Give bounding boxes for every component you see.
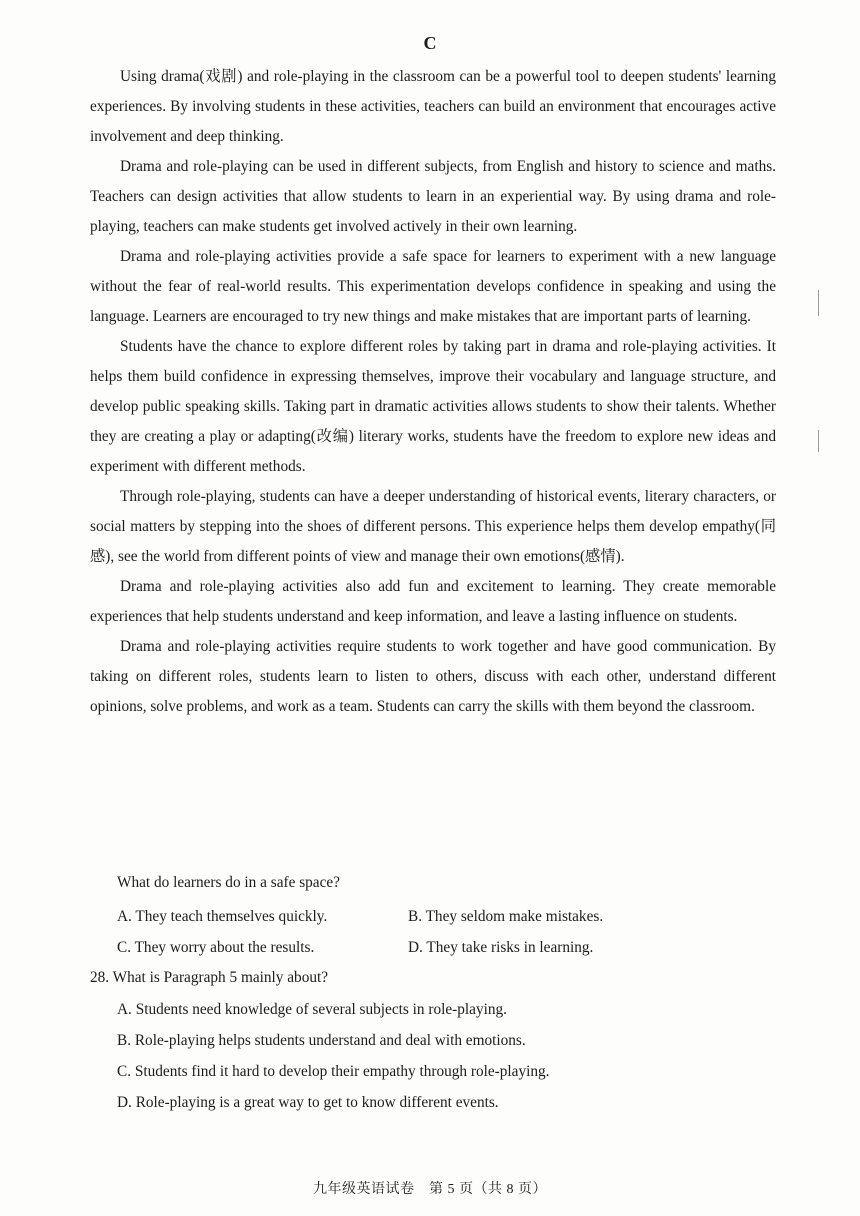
passage-paragraph-6: Drama and role-playing activities also add fun and excitement to learning. They create memorable experiences that help students understand and keep information, and leave a lasting influence on students. (90, 578, 776, 625)
question-27-stem: What do learners do in a safe space? (117, 874, 340, 891)
question-27-option-a[interactable]: A. They teach themselves quickly. (117, 908, 328, 925)
question-27-option-d[interactable]: D. They take risks in learning. (408, 939, 594, 956)
question-28-option-a[interactable]: A. Students need knowledge of several subjects in role-playing. (117, 1001, 507, 1018)
section-letter: C (423, 33, 437, 53)
question-28-option-b[interactable]: B. Role-playing helps students understand and deal with emotions. (117, 1032, 526, 1049)
question-28-option-c[interactable]: C. Students find it hard to develop their empathy through role-playing. (117, 1063, 550, 1080)
passage-paragraph-2: Drama and role-playing can be used in different subjects, from English and history to science and maths. Teachers can design activities that allow students to learn in an experiential way. By using drama and role-playing, teachers can make students get involved actively in their own learning. (90, 158, 776, 235)
page-footer: 九年级英语试卷 第 5 页（共 8 页） (313, 1182, 547, 1197)
reading-passage (90, 62, 776, 722)
passage-paragraph-5: Through role-playing, students can have a deeper understanding of historical events, literary characters, or social matters by stepping into the shoes of different persons. This experience helps them develop empathy(同感), see the world from different points of view and manage their own emotions(感情). (90, 488, 776, 565)
scan-margin-mark (818, 290, 819, 316)
question-27-option-c[interactable]: C. They worry about the results. (117, 939, 315, 956)
passage-paragraph-4: Students have the chance to explore different roles by taking part in drama and role-playing activities. It helps them build confidence in expressing themselves, improve their vocabulary and language structure, and develop public speaking skills. Taking part in dramatic activities allows students to show their talents. Whether they are creating a play or adapting(改编) literary works, students have the freedom to explore new ideas and experiment with different methods. (90, 338, 776, 475)
question-27-option-b[interactable]: B. They seldom make mistakes. (408, 908, 604, 925)
question-28-option-d[interactable]: D. Role-playing is a great way to get to know different events. (117, 1094, 499, 1111)
scan-margin-mark (818, 430, 819, 452)
passage-paragraph-1: Using drama(戏剧) and role-playing in the classroom can be a powerful tool to deepen students' learning experiences. By involving students in these activities, teachers can build an environment that encourages active involvement and deep thinking. (90, 68, 776, 145)
passage-paragraph-3: Drama and role-playing activities provide a safe space for learners to experiment with a new language without the fear of real-world results. This experimentation develops confidence in speaking and using the language. Learners are encouraged to try new things and make mistakes that are important parts of learning. (90, 248, 776, 325)
question-28-stem: 28. What is Paragraph 5 mainly about? (90, 969, 329, 986)
passage-paragraph-7: Drama and role-playing activities require students to work together and have good communication. By taking on different roles, students learn to listen to others, discuss with each other, understand different opinions, solve problems, and work as a team. Students can carry the skills with them beyond the classroom. (90, 638, 776, 715)
